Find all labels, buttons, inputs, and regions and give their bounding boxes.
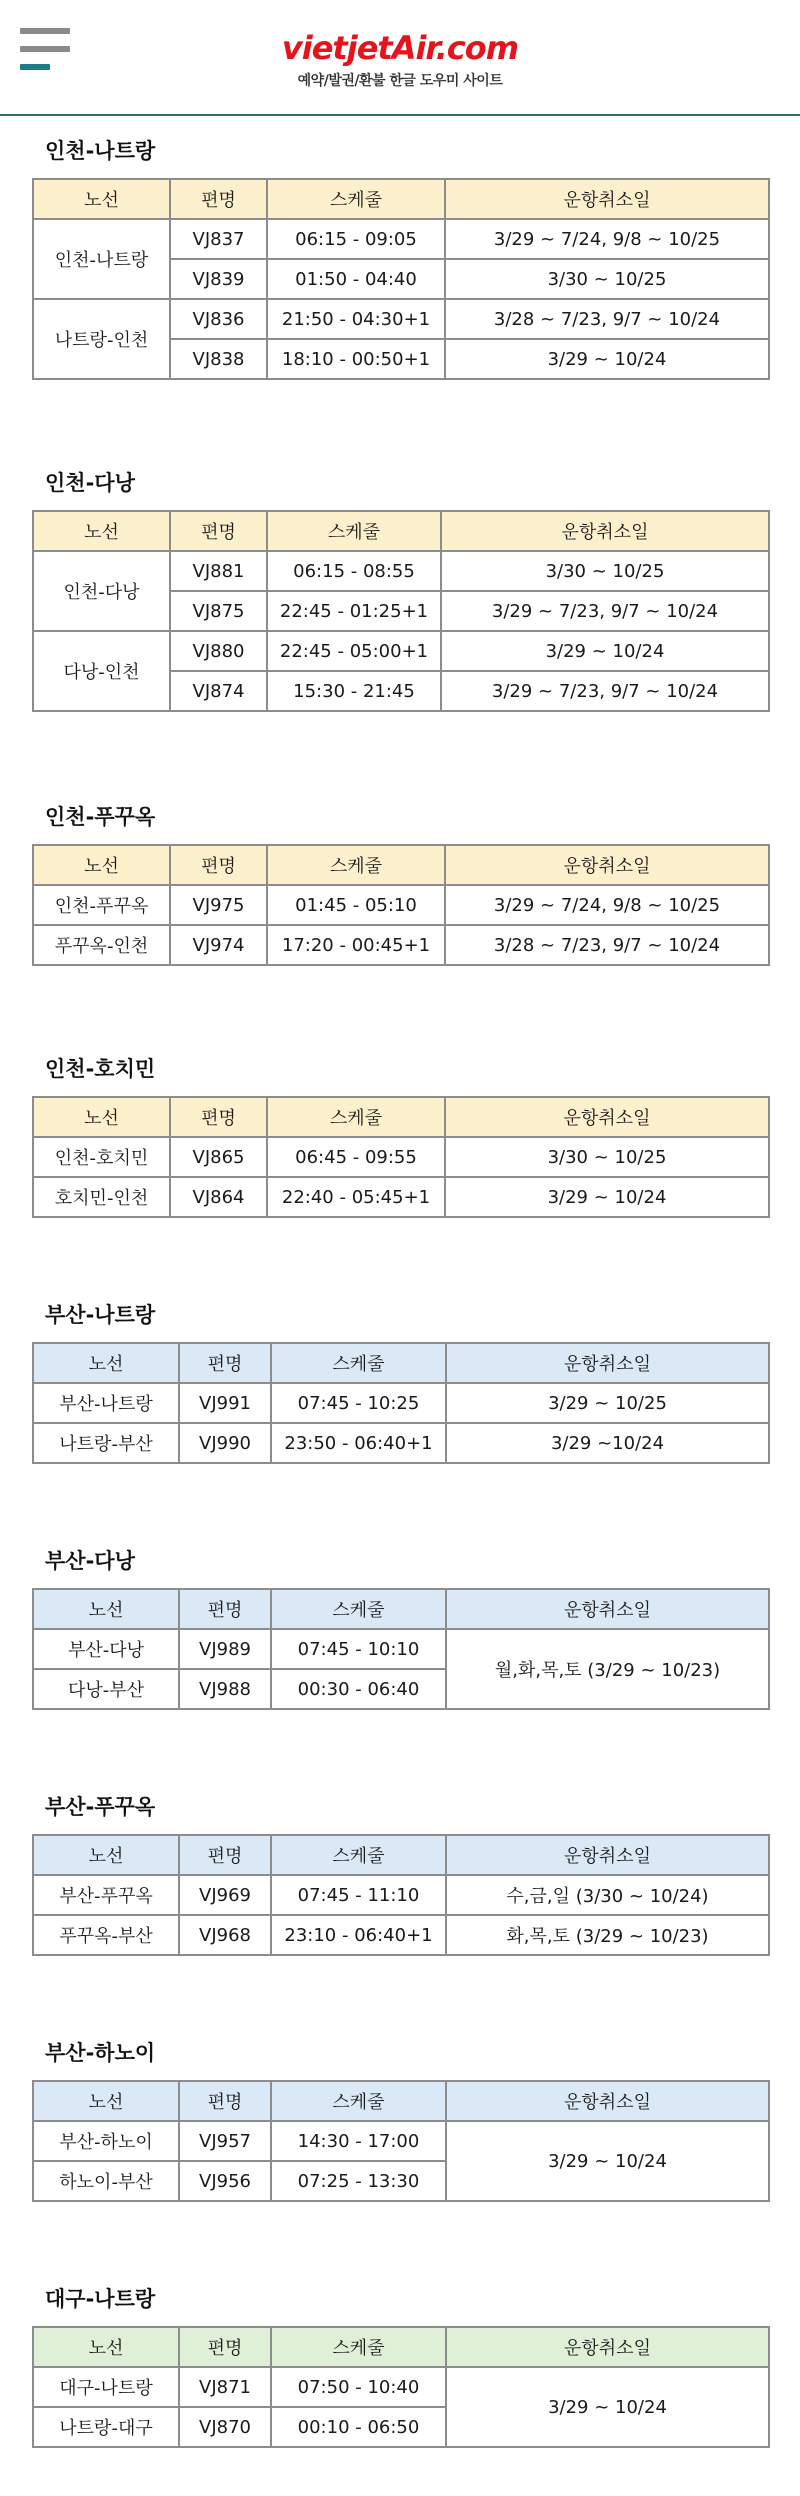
site-header: [0, 0, 800, 116]
route-cell: 푸꾸옥-부산: [33, 1915, 179, 1955]
flight-cell: VJ864: [170, 1177, 267, 1217]
section-title: 부산-푸꾸옥: [45, 1795, 156, 1819]
schedule-cell: 21:50 - 04:30+1: [267, 299, 445, 339]
cancel-cell: 3/29 ~ 7/23, 9/7 ~ 10/24: [441, 671, 769, 711]
column-header: 스케줄: [267, 179, 445, 219]
column-header: 편명: [170, 511, 267, 551]
cancel-cell: 3/29 ~ 10/25: [446, 1383, 769, 1423]
column-header: 운항취소일: [446, 2081, 769, 2121]
table-header-row: [33, 179, 769, 219]
schedule-cell: 15:30 - 21:45: [267, 671, 441, 711]
table-row: [33, 925, 769, 965]
column-header: 운항취소일: [445, 845, 769, 885]
cancel-cell: 3/29 ~10/24: [446, 1423, 769, 1463]
route-cell: 다낭-부산: [33, 1669, 179, 1709]
flight-cell: VJ989: [179, 1629, 271, 1669]
route-cell: 인천-푸꾸옥: [33, 885, 170, 925]
column-header: 운항취소일: [446, 2327, 769, 2367]
section-title: 인천-호치민: [45, 1057, 156, 1081]
flight-cell: VJ968: [179, 1915, 271, 1955]
section-title: 부산-다낭: [45, 1549, 135, 1573]
column-header: 스케줄: [271, 2081, 446, 2121]
schedule-cell: 17:20 - 00:45+1: [267, 925, 445, 965]
schedule-table: [32, 1096, 770, 1218]
column-header: 편명: [179, 2327, 271, 2367]
table-row: [33, 2367, 769, 2407]
cancel-cell: 3/29 ~ 10/24: [445, 1177, 769, 1217]
table-row: [33, 885, 769, 925]
flight-cell: VJ974: [170, 925, 267, 965]
route-cell: 인천-나트랑: [33, 219, 170, 299]
cancel-cell: 3/29 ~ 10/24: [445, 339, 769, 379]
flight-cell: VJ969: [179, 1875, 271, 1915]
schedule-cell: 22:45 - 01:25+1: [267, 591, 441, 631]
schedule-table: [32, 510, 770, 712]
flight-cell: VJ838: [170, 339, 267, 379]
column-header: 스케줄: [271, 2327, 446, 2367]
menu-line: [20, 64, 50, 70]
table-header-row: [33, 2327, 769, 2367]
column-header: 편명: [170, 1097, 267, 1137]
cancel-cell: 3/29 ~ 7/24, 9/8 ~ 10/25: [445, 219, 769, 259]
menu-line: [20, 46, 70, 52]
table-row: [33, 299, 769, 339]
table-header-row: [33, 845, 769, 885]
schedule-cell: 07:45 - 10:25: [271, 1383, 446, 1423]
schedule-cell: 07:50 - 10:40: [271, 2367, 446, 2407]
section-title: 인천-푸꾸옥: [45, 805, 156, 829]
flight-cell: VJ865: [170, 1137, 267, 1177]
cancel-cell: 3/29 ~ 10/24: [446, 2367, 769, 2447]
column-header: 노선: [33, 179, 170, 219]
column-header: 스케줄: [271, 1343, 446, 1383]
route-cell: 나트랑-대구: [33, 2407, 179, 2447]
schedule-cell: 06:15 - 09:05: [267, 219, 445, 259]
flight-cell: VJ975: [170, 885, 267, 925]
table-row: [33, 1423, 769, 1463]
column-header: 노선: [33, 1097, 170, 1137]
schedule-cell: 23:50 - 06:40+1: [271, 1423, 446, 1463]
column-header: 운항취소일: [446, 1343, 769, 1383]
route-cell: 부산-다낭: [33, 1629, 179, 1669]
table-header-row: [33, 1835, 769, 1875]
flight-cell: VJ991: [179, 1383, 271, 1423]
column-header: 노선: [33, 2327, 179, 2367]
schedule-table: [32, 178, 770, 380]
column-header: 노선: [33, 845, 170, 885]
route-cell: 나트랑-부산: [33, 1423, 179, 1463]
table-row: [33, 1629, 769, 1669]
schedule-table: [32, 2326, 770, 2448]
cancel-cell: 월,화,목,토 (3/29 ~ 10/23): [446, 1629, 769, 1709]
flight-cell: VJ881: [170, 551, 267, 591]
schedule-cell: 00:10 - 06:50: [271, 2407, 446, 2447]
route-cell: 푸꾸옥-인천: [33, 925, 170, 965]
schedule-table: [32, 1834, 770, 1956]
schedule-cell: 23:10 - 06:40+1: [271, 1915, 446, 1955]
cancel-cell: 3/28 ~ 7/23, 9/7 ~ 10/24: [445, 299, 769, 339]
flight-cell: VJ990: [179, 1423, 271, 1463]
section-title: 부산-하노이: [45, 2041, 156, 2065]
column-header: 운항취소일: [445, 1097, 769, 1137]
schedule-cell: 07:25 - 13:30: [271, 2161, 446, 2201]
table-row: [33, 219, 769, 259]
section-title: 대구-나트랑: [45, 2287, 156, 2311]
cancel-cell: 3/29 ~ 7/24, 9/8 ~ 10/25: [445, 885, 769, 925]
schedule-cell: 14:30 - 17:00: [271, 2121, 446, 2161]
table-header-row: [33, 1589, 769, 1629]
site-logo[interactable]: [270, 30, 530, 90]
column-header: 편명: [170, 845, 267, 885]
schedule-cell: 22:45 - 05:00+1: [267, 631, 441, 671]
table-row: [33, 2121, 769, 2161]
schedule-table: [32, 2080, 770, 2202]
cancel-cell: 3/30 ~ 10/25: [445, 259, 769, 299]
route-cell: 나트랑-인천: [33, 299, 170, 379]
route-cell: 호치민-인천: [33, 1177, 170, 1217]
route-cell: 부산-하노이: [33, 2121, 179, 2161]
cancel-cell: 3/30 ~ 10/25: [445, 1137, 769, 1177]
flight-cell: VJ988: [179, 1669, 271, 1709]
menu-line: [20, 28, 70, 34]
table-row: [33, 1915, 769, 1955]
schedule-table: [32, 844, 770, 966]
hamburger-menu-icon[interactable]: [20, 28, 70, 74]
schedule-cell: 01:50 - 04:40: [267, 259, 445, 299]
table-header-row: [33, 1343, 769, 1383]
route-cell: 대구-나트랑: [33, 2367, 179, 2407]
column-header: 노선: [33, 2081, 179, 2121]
table-header-row: [33, 511, 769, 551]
section-title: 인천-나트랑: [45, 139, 156, 163]
flight-cell: VJ870: [179, 2407, 271, 2447]
table-row: [33, 1383, 769, 1423]
column-header: 스케줄: [271, 1589, 446, 1629]
column-header: 노선: [33, 1835, 179, 1875]
table-row: [33, 631, 769, 671]
column-header: 스케줄: [267, 845, 445, 885]
flight-cell: VJ957: [179, 2121, 271, 2161]
column-header: 노선: [33, 1589, 179, 1629]
flight-cell: VJ874: [170, 671, 267, 711]
column-header: 운항취소일: [441, 511, 769, 551]
schedule-cell: 00:30 - 06:40: [271, 1669, 446, 1709]
column-header: 노선: [33, 1343, 179, 1383]
column-header: 스케줄: [267, 511, 441, 551]
route-cell: 부산-푸꾸옥: [33, 1875, 179, 1915]
cancel-cell: 화,목,토 (3/29 ~ 10/23): [446, 1915, 769, 1955]
route-cell: 하노이-부산: [33, 2161, 179, 2201]
column-header: 노선: [33, 511, 170, 551]
column-header: 운항취소일: [445, 179, 769, 219]
cancel-cell: 3/29 ~ 10/24: [446, 2121, 769, 2201]
flight-cell: VJ837: [170, 219, 267, 259]
cancel-cell: 3/28 ~ 7/23, 9/7 ~ 10/24: [445, 925, 769, 965]
schedule-cell: 07:45 - 11:10: [271, 1875, 446, 1915]
route-cell: 인천-호치민: [33, 1137, 170, 1177]
flight-cell: VJ871: [179, 2367, 271, 2407]
flight-cell: VJ956: [179, 2161, 271, 2201]
column-header: 편명: [179, 1589, 271, 1629]
cancel-cell: 3/30 ~ 10/25: [441, 551, 769, 591]
column-header: 운항취소일: [446, 1589, 769, 1629]
flight-cell: VJ875: [170, 591, 267, 631]
schedule-table: [32, 1342, 770, 1464]
cancel-cell: 3/29 ~ 10/24: [441, 631, 769, 671]
column-header: 스케줄: [267, 1097, 445, 1137]
column-header: 편명: [170, 179, 267, 219]
table-row: [33, 1875, 769, 1915]
table-row: [33, 551, 769, 591]
table-header-row: [33, 1097, 769, 1137]
table-row: [33, 1137, 769, 1177]
cancel-cell: 3/29 ~ 7/23, 9/7 ~ 10/24: [441, 591, 769, 631]
route-cell: 인천-다낭: [33, 551, 170, 631]
table-header-row: [33, 2081, 769, 2121]
schedule-cell: 06:15 - 08:55: [267, 551, 441, 591]
flight-cell: VJ836: [170, 299, 267, 339]
column-header: 스케줄: [271, 1835, 446, 1875]
flight-cell: VJ839: [170, 259, 267, 299]
column-header: 편명: [179, 1343, 271, 1383]
logo-text: vietjetAir.com: [281, 29, 519, 67]
schedule-table: [32, 1588, 770, 1710]
logo-subtitle: 예약/발권/환불 한글 도우미 사이트: [297, 73, 503, 89]
column-header: 편명: [179, 2081, 271, 2121]
schedule-cell: 07:45 - 10:10: [271, 1629, 446, 1669]
schedule-cell: 18:10 - 00:50+1: [267, 339, 445, 379]
schedule-cell: 01:45 - 05:10: [267, 885, 445, 925]
table-row: [33, 1177, 769, 1217]
cancel-cell: 수,금,일 (3/30 ~ 10/24): [446, 1875, 769, 1915]
schedule-cell: 22:40 - 05:45+1: [267, 1177, 445, 1217]
column-header: 편명: [179, 1835, 271, 1875]
section-title: 부산-나트랑: [45, 1303, 156, 1327]
column-header: 운항취소일: [446, 1835, 769, 1875]
schedule-cell: 06:45 - 09:55: [267, 1137, 445, 1177]
route-cell: 다낭-인천: [33, 631, 170, 711]
route-cell: 부산-나트랑: [33, 1383, 179, 1423]
flight-cell: VJ880: [170, 631, 267, 671]
section-title: 인천-다낭: [45, 471, 135, 495]
